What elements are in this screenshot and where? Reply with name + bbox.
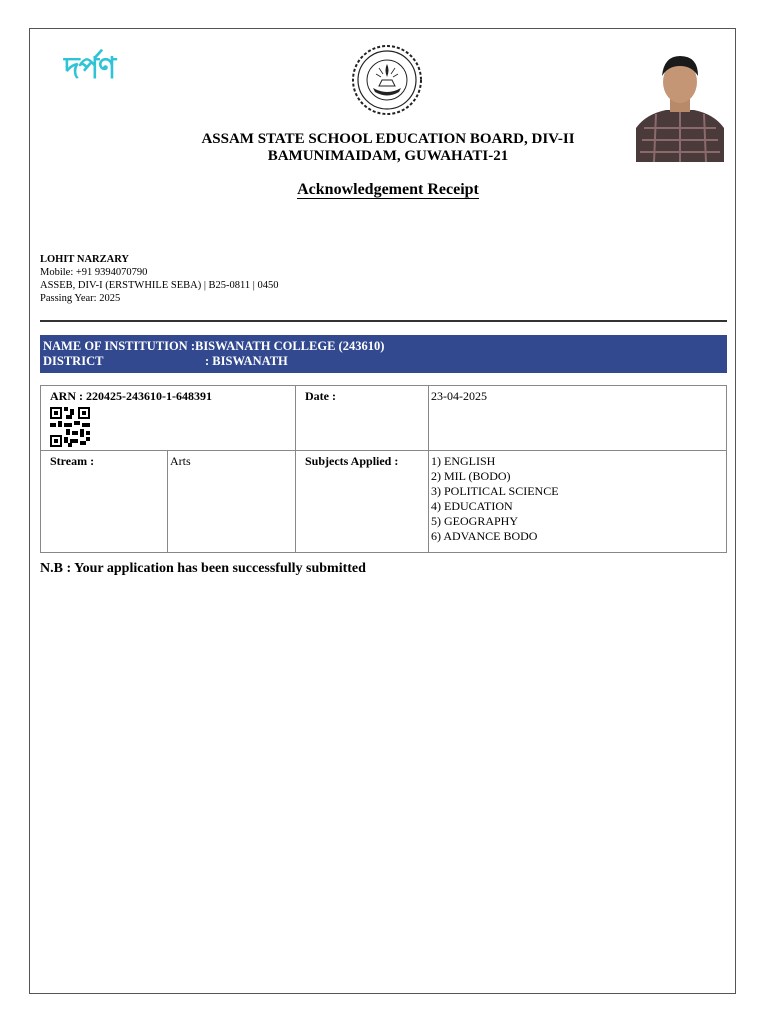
arn-text: ARN : 220425-243610-1-648391 [50, 389, 212, 403]
subjects-list [429, 451, 727, 553]
board-title [0, 131, 768, 165]
stream-label: Stream : [41, 451, 168, 553]
board-address: BAMUNIMAIDAM, GUWAHATI-21 [267, 148, 509, 164]
qr-code-icon [50, 407, 90, 447]
institution-name: BISWANATH COLLEGE (243610) [194, 339, 385, 353]
subject-item: 5) GEOGRAPHY [431, 514, 518, 528]
applicant-info [40, 253, 279, 305]
stream-value: Arts [167, 451, 295, 553]
board-seal-icon [349, 44, 425, 116]
institution-bar [40, 335, 727, 373]
subjects-label: Subjects Applied : [296, 451, 429, 553]
submission-note: N.B : Your application has been successfully submitted [40, 561, 366, 576]
subject-item: 6) ADVANCE BODO [431, 529, 538, 543]
details-table [40, 385, 727, 553]
institution-label: NAME OF INSTITUTION : [43, 339, 195, 353]
board-name: ASSAM STATE SCHOOL EDUCATION BOARD, DIV-II [201, 131, 575, 147]
date-value: 23-04-2025 [429, 386, 727, 451]
arn-cell [41, 386, 296, 451]
district-label: DISTRICT [43, 354, 104, 368]
subject-item: 4) EDUCATION [431, 499, 513, 513]
district-value: : BISWANATH [205, 354, 288, 368]
receipt-title [0, 181, 768, 199]
receipt-title-text: Acknowledgement Receipt [297, 181, 479, 198]
applicant-passing-year: Passing Year: 2025 [40, 293, 121, 304]
applicant-mobile: Mobile: +91 9394070790 [40, 267, 148, 278]
darpan-logo: দৰ্পণ [64, 51, 116, 86]
subject-item: 2) MIL (BODO) [431, 469, 511, 483]
applicant-board-info: ASSEB, DIV-I (ERSTWHILE SEBA) | B25-0811 | 0450 [40, 280, 279, 291]
divider [40, 320, 727, 322]
subject-item: 1) ENGLISH [431, 454, 496, 468]
applicant-name: LOHIT NARZARY [40, 254, 129, 265]
date-label: Date : [296, 386, 429, 451]
subject-item: 3) POLITICAL SCIENCE [431, 484, 559, 498]
